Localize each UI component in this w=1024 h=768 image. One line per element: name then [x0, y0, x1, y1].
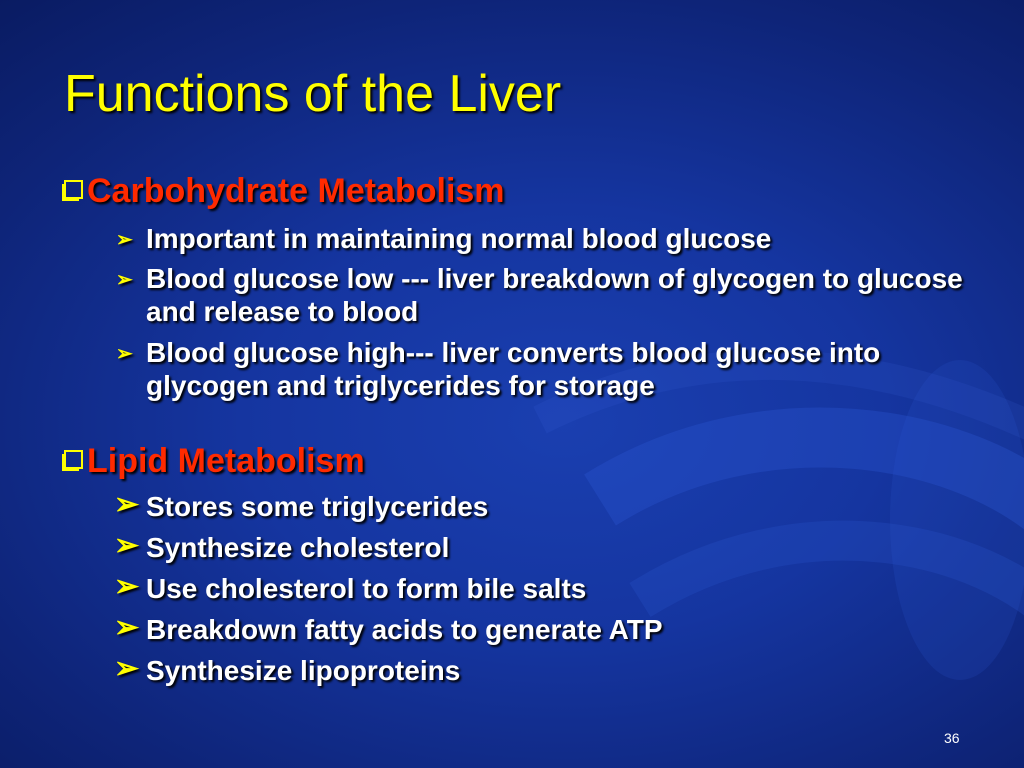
list-item-text: Synthesize cholesterol: [146, 532, 450, 563]
section-heading-lipid: [64, 442, 365, 481]
arrow-bullet-icon: ➢: [116, 343, 133, 365]
list-item-text: Breakdown fatty acids to generate ATP: [146, 614, 663, 645]
list-item-text: Blood glucose high--- liver converts blood glucose into glycogen and triglycerides for storage: [146, 337, 881, 401]
list-item: [114, 488, 976, 523]
arrow-bullet-icon: ➢: [116, 229, 133, 251]
list-item: [114, 611, 976, 646]
arrow-bullet-icon: ➢: [114, 488, 140, 521]
list-item-text: Use cholesterol to form bile salts: [146, 573, 587, 604]
checkbox-bullet-icon: [64, 450, 83, 469]
checkbox-bullet-icon: [64, 180, 83, 199]
arrow-bullet-icon: ➢: [116, 269, 133, 291]
list-item-text: Blood glucose low --- liver breakdown of glycogen to glucose and release to blood: [146, 263, 963, 327]
list-item: [116, 336, 976, 402]
section-heading-label: Lipid Metabolism: [87, 442, 365, 480]
list-item: [116, 262, 976, 328]
arrow-bullet-icon: ➢: [114, 529, 140, 562]
arrow-bullet-icon: ➢: [114, 652, 140, 685]
list-item: [114, 570, 976, 605]
slide-title: Functions of the Liver: [64, 65, 562, 123]
section-heading-label: Carbohydrate Metabolism: [87, 172, 505, 210]
arrow-bullet-icon: ➢: [114, 570, 140, 603]
list-item-text: Synthesize lipoproteins: [146, 655, 461, 686]
list-item-text: Stores some triglycerides: [146, 491, 489, 522]
arrow-bullet-icon: ➢: [114, 611, 140, 644]
list-item: [116, 222, 976, 255]
list-item-text: Important in maintaining normal blood glucose: [146, 223, 772, 254]
list-item: [114, 529, 976, 564]
page-number: 36: [944, 730, 960, 746]
section-heading-carbohydrate: [64, 172, 505, 211]
list-item: [114, 652, 976, 687]
